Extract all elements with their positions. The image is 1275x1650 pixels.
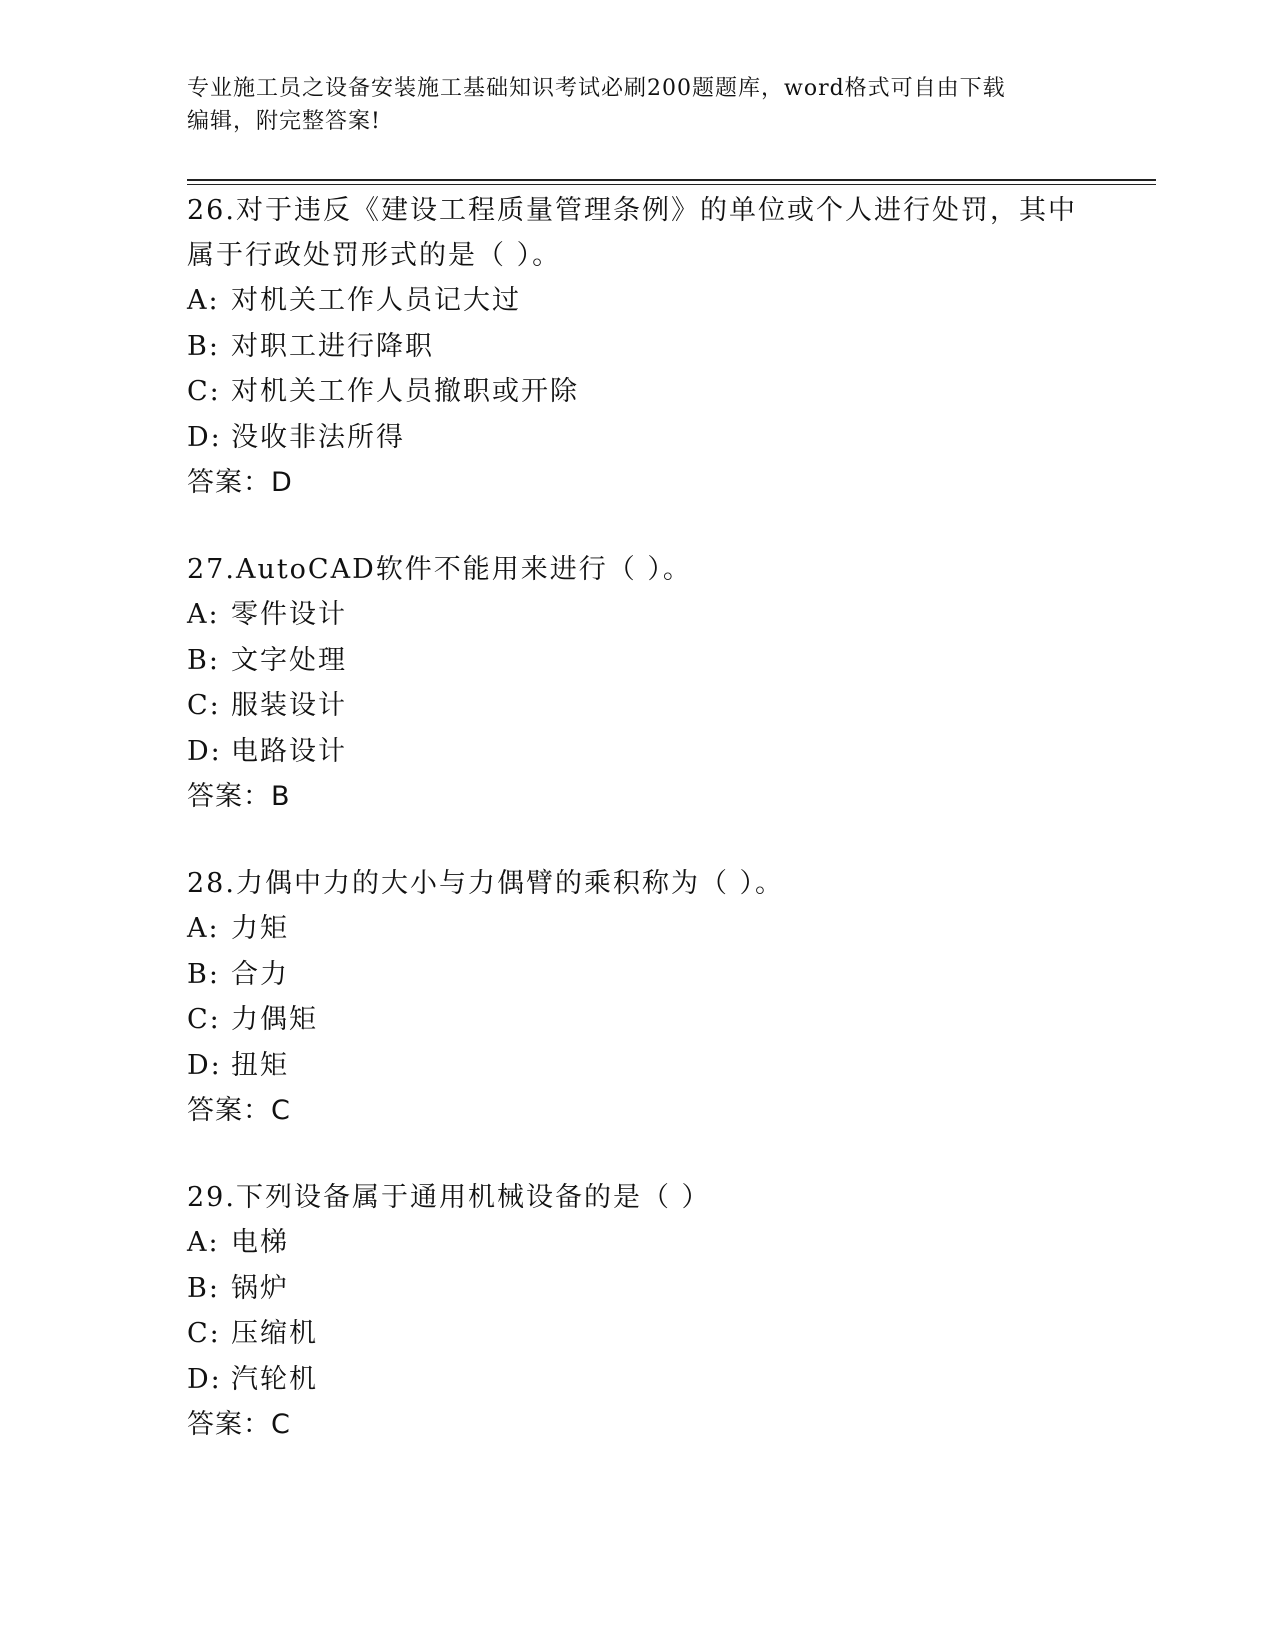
option-text: 压缩机 bbox=[231, 1318, 318, 1349]
option-c bbox=[187, 683, 1087, 729]
option-c bbox=[187, 1311, 1087, 1357]
option-text: 文字处理 bbox=[231, 644, 347, 676]
question-text: 26.对于违反《建设工程质量管理条例》的单位或个人进行处罚，其中属于行政处罚形式的是（ ）。 bbox=[187, 195, 1077, 271]
document-header bbox=[187, 72, 1087, 138]
option-key: B: bbox=[187, 644, 220, 676]
option-key: C: bbox=[187, 1318, 221, 1349]
option-text: 力矩 bbox=[231, 913, 289, 944]
option-key: D: bbox=[187, 1363, 222, 1395]
option-text: 对机关工作人员记大过 bbox=[231, 285, 521, 316]
header-title-line-2: 编辑，附完整答案! bbox=[187, 109, 381, 134]
option-key: A: bbox=[187, 285, 220, 316]
option-c bbox=[187, 369, 1087, 415]
option-text: 对机关工作人员撤职或开除 bbox=[231, 376, 579, 407]
option-text: 汽轮机 bbox=[231, 1363, 318, 1395]
option-key: C: bbox=[187, 376, 221, 407]
option-key: A: bbox=[187, 599, 220, 630]
option-text: 扭矩 bbox=[231, 1049, 289, 1081]
option-text: 零件设计 bbox=[231, 599, 347, 630]
option-text: 电路设计 bbox=[231, 735, 347, 767]
option-key: B: bbox=[187, 958, 220, 990]
header-divider-thick bbox=[187, 179, 1156, 181]
option-key: B: bbox=[187, 330, 220, 362]
option-c bbox=[187, 997, 1087, 1043]
option-key: C: bbox=[187, 690, 221, 721]
question-item bbox=[187, 861, 1087, 1133]
answer-text: 答案：C bbox=[187, 1409, 291, 1440]
option-text: 服装设计 bbox=[231, 690, 347, 721]
answer-text: 答案：C bbox=[187, 1095, 291, 1126]
header-divider-thin bbox=[187, 184, 1156, 185]
option-key: D: bbox=[187, 735, 222, 767]
option-d bbox=[187, 1043, 1087, 1089]
option-d bbox=[187, 415, 1087, 461]
question-item bbox=[187, 1175, 1087, 1447]
question-item bbox=[187, 547, 1087, 819]
option-text: 合力 bbox=[231, 958, 289, 990]
option-text: 电梯 bbox=[231, 1227, 289, 1258]
option-key: C: bbox=[187, 1004, 221, 1035]
option-text: 对职工进行降职 bbox=[231, 330, 434, 362]
question-text: 27.AutoCAD软件不能用来进行（ ）。 bbox=[187, 554, 692, 585]
option-b bbox=[187, 638, 1087, 684]
option-d bbox=[187, 729, 1087, 775]
question-text: 29.下列设备属于通用机械设备的是（ ） bbox=[187, 1182, 711, 1213]
header-title-line-1: 专业施工员之设备安装施工基础知识考试必刷200题题库，word格式可自由下载 bbox=[187, 76, 1006, 101]
option-b bbox=[187, 1266, 1087, 1312]
option-b bbox=[187, 952, 1087, 998]
question-item bbox=[187, 188, 1087, 505]
option-key: B: bbox=[187, 1272, 220, 1304]
option-a bbox=[187, 906, 1087, 952]
option-key: A: bbox=[187, 1227, 220, 1258]
option-a bbox=[187, 1220, 1087, 1266]
question-text: 28.力偶中力的大小与力偶臂的乘积称为（ ）。 bbox=[187, 868, 785, 899]
option-a bbox=[187, 278, 1087, 324]
option-b bbox=[187, 324, 1087, 370]
option-key: D: bbox=[187, 421, 222, 453]
option-text: 锅炉 bbox=[231, 1272, 289, 1304]
option-key: D: bbox=[187, 1049, 222, 1081]
option-text: 力偶矩 bbox=[231, 1004, 318, 1035]
question-list bbox=[187, 188, 1087, 1489]
answer-text: 答案：D bbox=[187, 467, 293, 498]
option-d bbox=[187, 1357, 1087, 1403]
option-key: A: bbox=[187, 913, 220, 944]
answer-text: 答案：B bbox=[187, 781, 291, 812]
option-a bbox=[187, 592, 1087, 638]
option-text: 没收非法所得 bbox=[231, 421, 405, 453]
